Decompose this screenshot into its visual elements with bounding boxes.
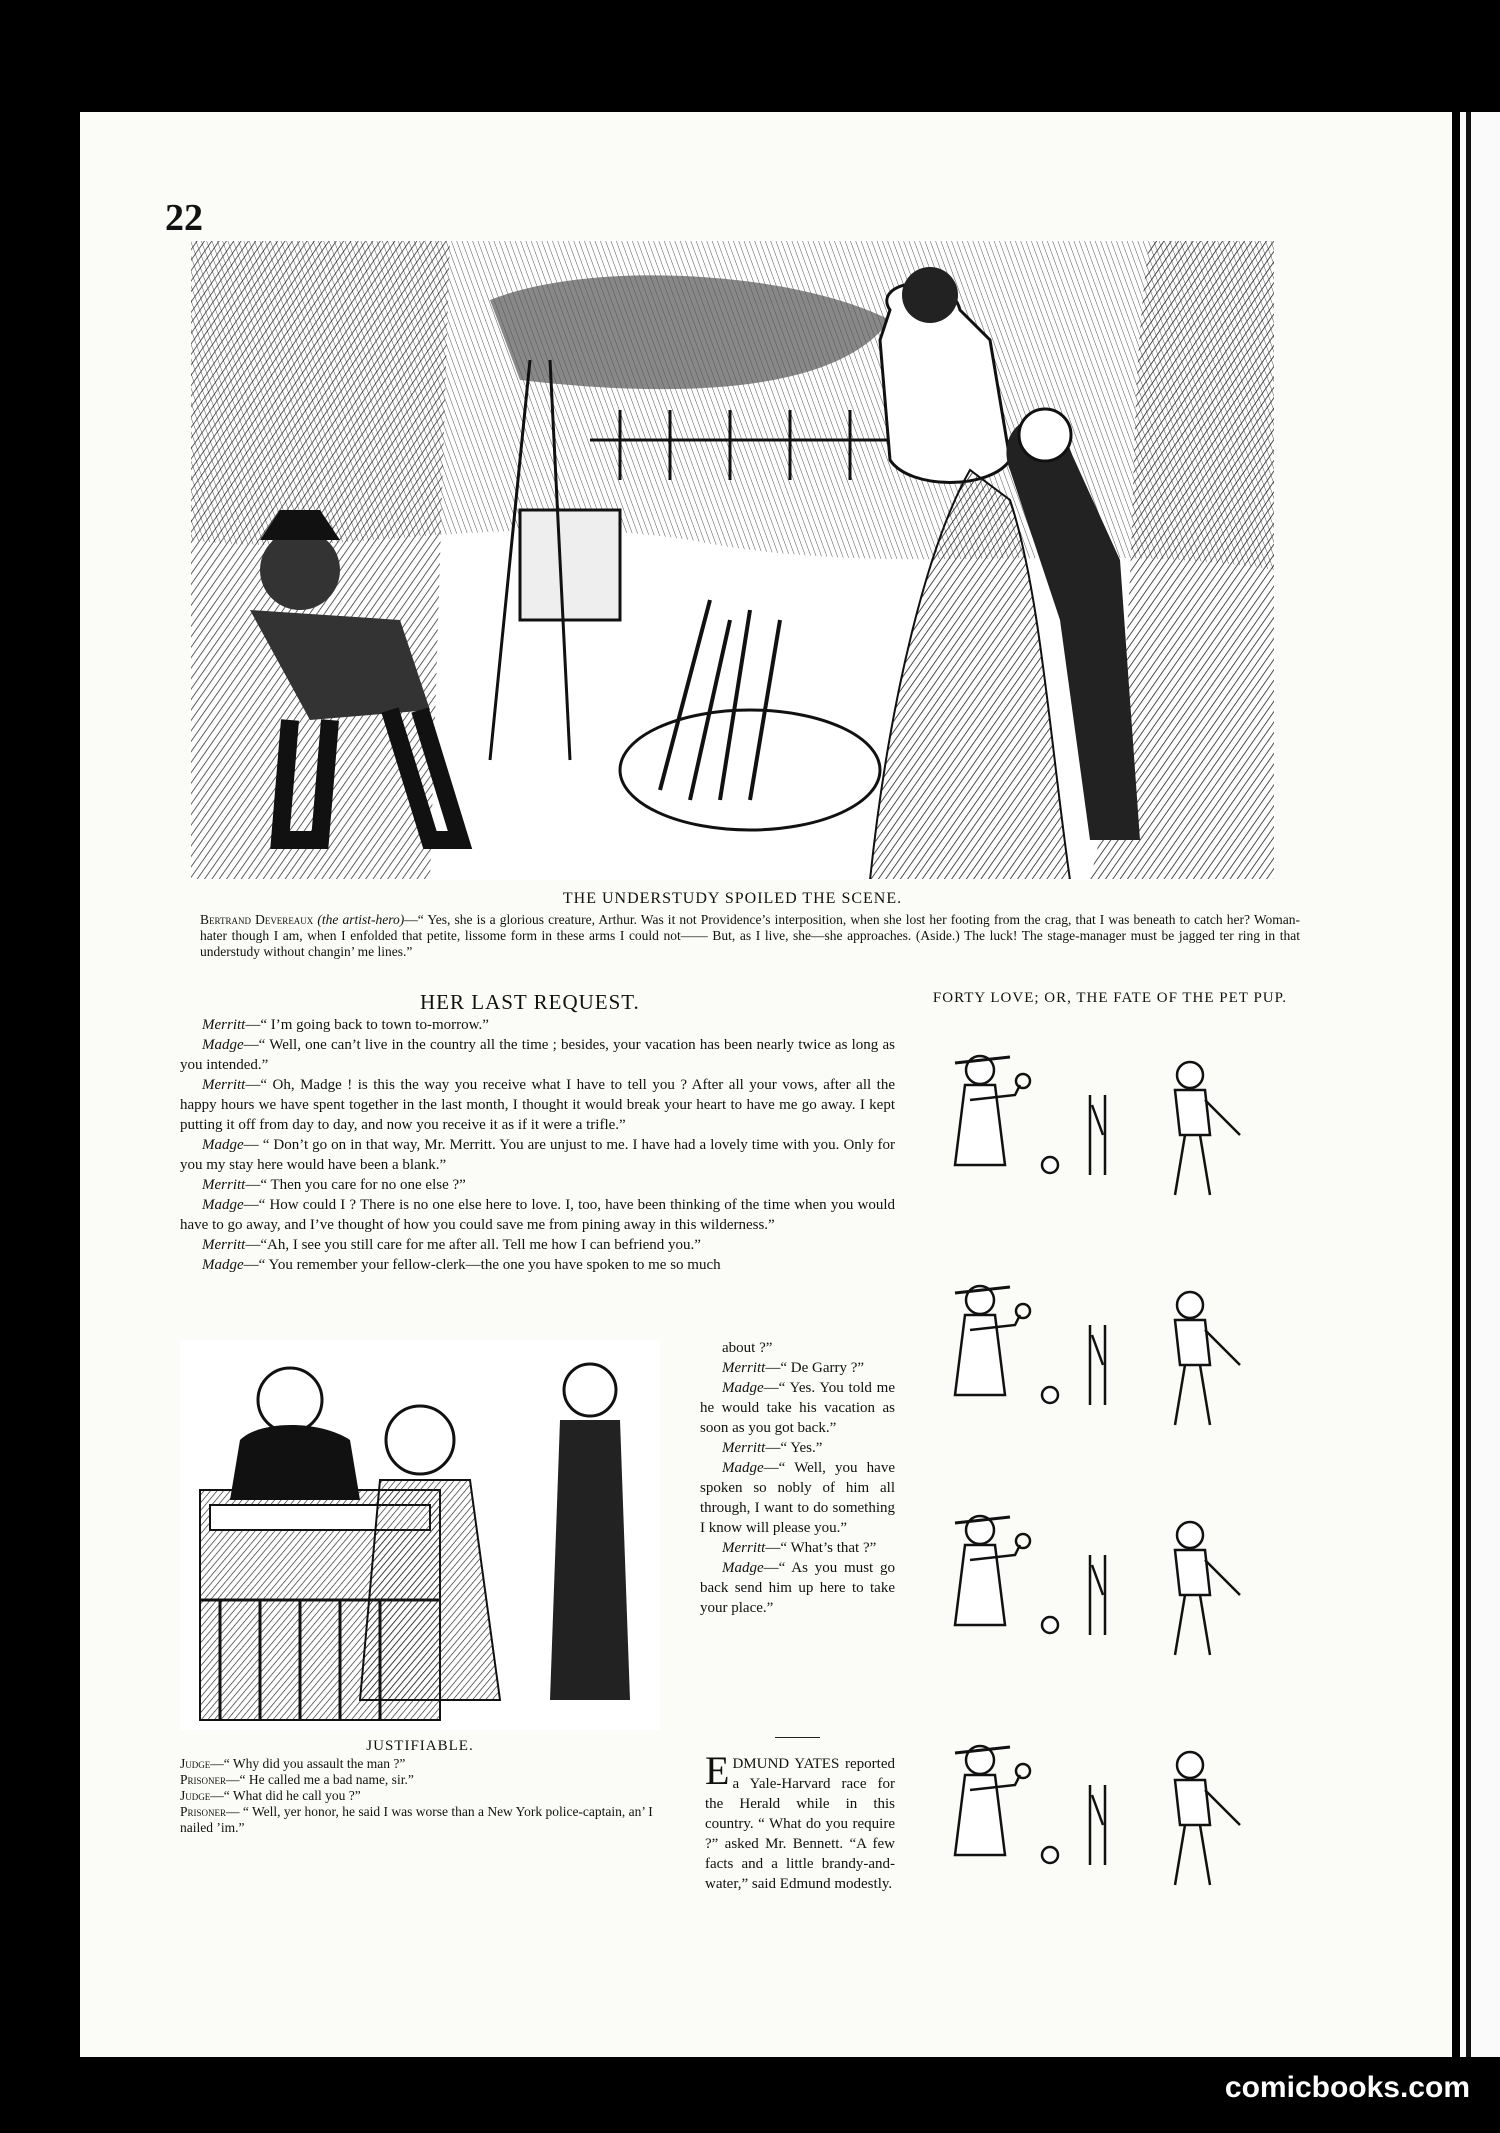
anecdote-paragraph (705, 1748, 895, 1894)
dialogue-line (700, 1458, 895, 1538)
caption-text: —“ Yes, she is a glorious creature, Arthur. Was it not Providence’s interposition, when she lost her footing from the crag, that I was beneath to catch her? Woman-hater though I am, when I enfolded that petite, lissome form in these arms I could not—— But, as I live, she—she approaches. (Aside.) The luck! The stage-manager must be jagged ter ring in that understudy without changin’ me lines.” (200, 912, 1301, 959)
court-cartoon-title: JUSTIFIABLE. (366, 1738, 474, 1754)
courtroom-cartoon-illustration (180, 1340, 660, 1730)
speaker-name: Madge (722, 1380, 764, 1396)
speaker-name: Madge (202, 1037, 244, 1053)
court-dialogue-line (180, 1756, 685, 1772)
court-dialogue-line (180, 1772, 685, 1788)
speaker-name: Merritt (722, 1440, 766, 1456)
anecdote-text: reported a Yale-Harvard race for the Herald while in this country. “ What do you require ?” asked Mr. Bennett. “A few facts and a little brandy-and-water,” said Edmund modestly. (705, 1756, 895, 1892)
court-cartoon-caption (180, 1756, 685, 1836)
dialogue-line (700, 1338, 895, 1358)
dialogue-line (180, 1135, 895, 1175)
tennis-strip-illustration (920, 1035, 1290, 1955)
story-title: HER LAST REQUEST. (420, 990, 640, 1014)
dialogue-line (700, 1378, 895, 1438)
story-body (180, 1015, 895, 1275)
line-text: —“ Yes.” (765, 1440, 823, 1456)
line-text: —“ Well, one can’t live in the country all the time ; besides, your vacation has been nearly twice as long as you intended.” (180, 1037, 895, 1073)
court-line-text: —“ What did he call you ?” (210, 1788, 361, 1803)
page-number: 22 (165, 197, 203, 239)
dialogue-line (180, 1015, 895, 1035)
line-text: —“ Oh, Madge ! is this the way you receive what I have to tell you ? After all your vows, after all the happy hours we have spent together in the last month, I thought it would break your heart to have me go away. I kept putting it off from day to day, and now you receive it as if it were a trifle.” (180, 1077, 895, 1133)
story-continuation (700, 1338, 895, 1618)
dialogue-line (700, 1538, 895, 1558)
dialogue-line (180, 1235, 895, 1255)
tennis-strip-title: FORTY LOVE; OR, THE FATE OF THE PET PUP. (932, 990, 1288, 1006)
line-text: —“ Well, you have spoken so nobly of him all through, I want to do something I know will please you.” (700, 1460, 895, 1536)
speaker-name: Madge (202, 1197, 244, 1213)
watermark: comicbooks.com (1224, 2071, 1470, 2104)
line-text: — “ Don’t go on in that way, Mr. Merritt. You are unjust to me. I have had a lovely time with you. Only for you my stay here would have been a blank.” (180, 1137, 895, 1173)
speaker-name: Merritt (202, 1077, 246, 1093)
speaker-name: Madge (722, 1560, 764, 1576)
dialogue-line (700, 1358, 895, 1378)
line-text: —“ Then you care for no one else ?” (245, 1177, 466, 1193)
dialogue-line (700, 1558, 895, 1618)
dialogue-line (180, 1075, 895, 1135)
speaker-name: Merritt (202, 1237, 246, 1253)
line-text: —“ Yes. You told me he would take his vacation as soon as you got back.” (700, 1380, 895, 1436)
court-line-text: — “ Well, yer honor, he said I was worse than a New York police-captain, an’ I nailed ’im.” (180, 1804, 653, 1835)
speaker-name: Madge (202, 1257, 244, 1273)
line-text: —“ I’m going back to town to-morrow.” (245, 1017, 489, 1033)
line-text: —“ De Garry ?” (765, 1360, 865, 1376)
next-page-edge (1460, 112, 1500, 2057)
line-text: —“ You remember your fellow-clerk—the one you have spoken to me so much (243, 1257, 721, 1273)
court-speaker: Judge (180, 1788, 211, 1803)
anecdote-name: DMUND YATES (732, 1756, 840, 1772)
line-text: —“Ah, I see you still care for me after all. Tell me how I can befriend you.” (245, 1237, 701, 1253)
speaker-name: Merritt (722, 1360, 766, 1376)
dialogue-line (180, 1035, 895, 1075)
caption-speaker: Bertrand Devereaux (200, 912, 314, 927)
line-text: about ?” (722, 1340, 773, 1356)
dialogue-line (180, 1255, 895, 1275)
speaker-name: Merritt (202, 1177, 246, 1193)
court-line-text: —“ Why did you assault the man ?” (210, 1756, 406, 1771)
court-dialogue-line (180, 1788, 685, 1804)
court-speaker: Prisoner (180, 1804, 227, 1819)
dialogue-line (700, 1438, 895, 1458)
understudy-cartoon-caption (200, 912, 1300, 960)
caption-speaker-note: (the artist-hero) (317, 912, 405, 927)
dialogue-line (180, 1175, 895, 1195)
section-divider (775, 1737, 820, 1738)
speaker-name: Merritt (722, 1540, 766, 1556)
line-text: —“ How could I ? There is no one else here to love. I, too, have been thinking of the time when you would have to go away, and I’ve thought of how you could save me from pining away in this wilderness.” (180, 1197, 895, 1233)
speaker-name: Madge (202, 1137, 244, 1153)
line-text: —“ What’s that ?” (765, 1540, 877, 1556)
court-dialogue-line (180, 1804, 685, 1836)
anecdote-dropcap: E (705, 1748, 730, 1793)
court-speaker: Judge (180, 1756, 211, 1771)
understudy-cartoon-title: THE UNDERSTUDY SPOILED THE SCENE. (562, 890, 903, 907)
court-line-text: —“ He called me a bad name, sir.” (226, 1772, 414, 1787)
dialogue-line (180, 1195, 895, 1235)
court-speaker: Prisoner (180, 1772, 227, 1787)
line-text: —“ As you must go back send him up here to take your place.” (700, 1560, 895, 1616)
speaker-name: Madge (722, 1460, 764, 1476)
understudy-cartoon-illustration (190, 240, 1275, 880)
speaker-name: Merritt (202, 1017, 246, 1033)
